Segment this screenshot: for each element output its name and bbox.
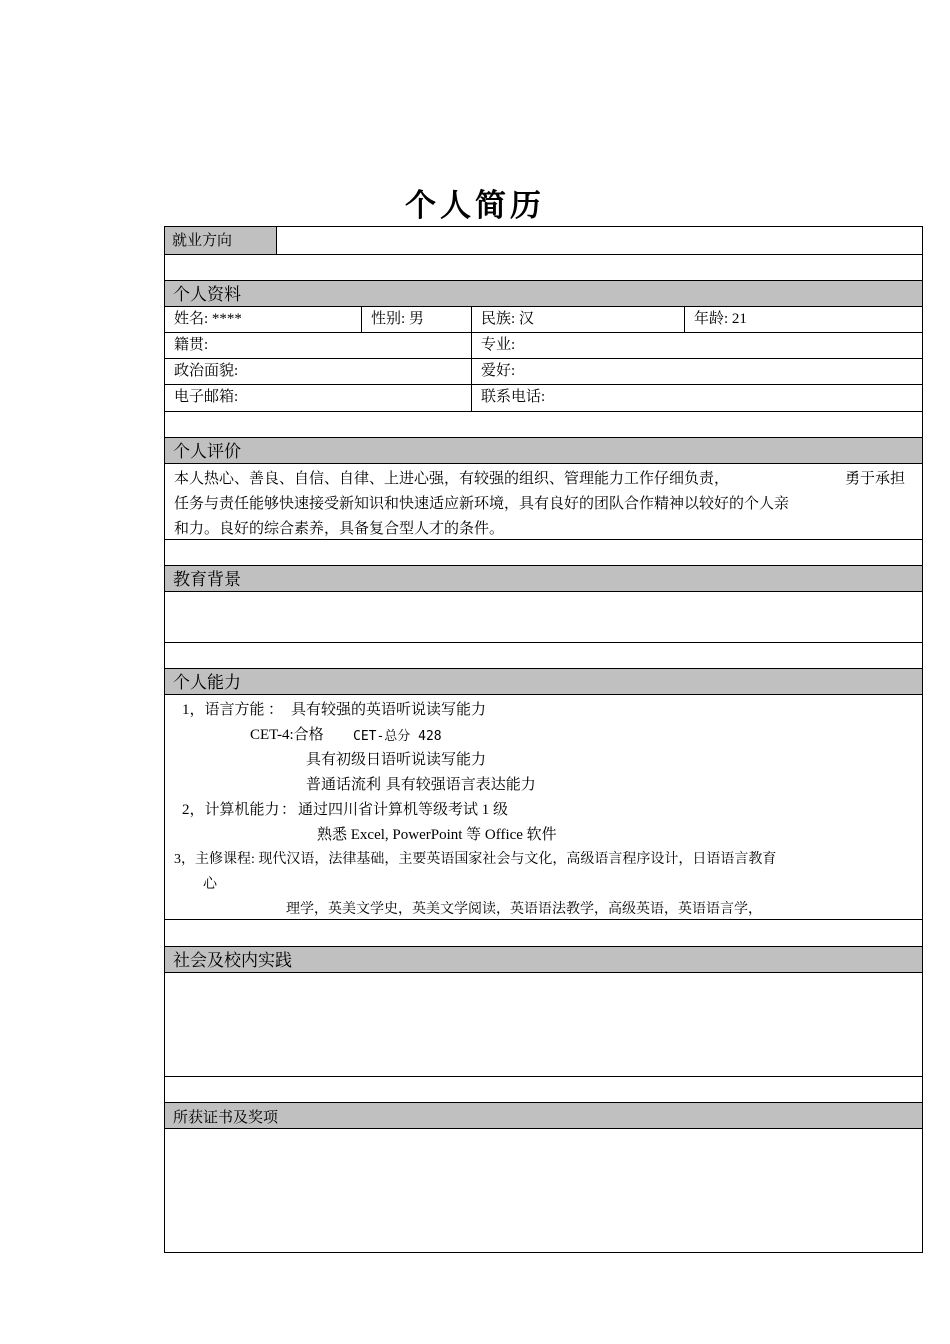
page-title: 个人简历 <box>405 188 545 224</box>
awards-body <box>165 1128 922 1252</box>
courses-line-2: 心 <box>203 877 217 892</box>
evaluation-heading: 个人评价 <box>165 437 922 464</box>
language-label: 1，语言方能 <box>182 702 265 718</box>
language-colon: ： <box>268 702 284 718</box>
personal-row-3 <box>165 358 922 384</box>
abilities-body <box>165 694 922 920</box>
phone-cell: 联系电话: <box>471 385 922 411</box>
mandarin-skill: 普通话流利 具有较强语言表达能力 <box>306 775 536 793</box>
computer-text: 通过四川省计算机等级考试 1 级 <box>298 802 509 818</box>
job-direction-value <box>276 227 922 254</box>
spacer-row <box>165 1076 922 1103</box>
courses-line-3: 理学，英美文学史，英美文学阅读，英语语法教学，高级英语，英语语言学， <box>286 902 762 917</box>
evaluation-line-1-end: 勇于承担 <box>845 471 906 487</box>
computer-label: 2，计算机能力 <box>182 802 280 818</box>
evaluation-line-2: 任务与责任能够快速接受新知识和快速适应新环境，具有良好的团队合作精神以较好的个人亲 <box>174 496 790 512</box>
personal-row-2 <box>165 332 922 358</box>
job-direction-label: 就业方向 <box>165 227 276 254</box>
gender-cell: 性别: 男 <box>361 307 471 332</box>
language-text: 具有较强的英语听说读写能力 <box>291 702 487 718</box>
ethnicity-cell: 民族: 汉 <box>471 307 684 332</box>
spacer-row <box>165 919 922 946</box>
resume-table <box>164 226 923 1253</box>
evaluation-line-3: 和力。良好的综合素养，具备复合型人才的条件。 <box>174 521 505 537</box>
age-cell: 年龄: 21 <box>684 307 922 332</box>
hobby-cell: 爱好: <box>471 359 922 384</box>
spacer-row <box>165 642 922 668</box>
computer-colon: ： <box>281 802 297 818</box>
cet-result: CET-4:合格 <box>250 727 324 743</box>
job-direction-row <box>165 227 922 254</box>
practice-body <box>165 972 922 1077</box>
education-heading: 教育背景 <box>165 565 922 592</box>
name-cell: 姓名: **** <box>174 311 242 327</box>
awards-heading: 所获证书及奖项 <box>165 1102 922 1129</box>
personal-row-4 <box>165 384 922 411</box>
evaluation-body <box>165 463 922 540</box>
practice-heading: 社会及校内实践 <box>165 946 922 973</box>
cet-score: CET-总分 428 <box>353 729 442 744</box>
abilities-heading: 个人能力 <box>165 668 922 695</box>
major-cell: 专业: <box>471 333 922 358</box>
spacer-row <box>165 411 922 437</box>
office-skill: 熟悉 Excel, PowerPoint 等 Office 软件 <box>317 827 557 843</box>
evaluation-line-1: 本人热心、善良、自信、自律、上进心强，有较强的组织、管理能力工作仔细负责， <box>174 471 730 487</box>
courses-line-1: 3，主修课程: 现代汉语，法律基础，主要英语国家社会与文化，高级语言程序设计，日语语言教育 <box>174 852 777 867</box>
personal-info-heading: 个人资料 <box>165 280 922 307</box>
spacer-row <box>165 539 922 565</box>
personal-row-1 <box>165 306 922 332</box>
origin-cell: 籍贯: <box>174 337 209 353</box>
email-cell: 电子邮箱: <box>174 389 239 405</box>
japanese-skill: 具有初级日语听说读写能力 <box>306 750 487 768</box>
politics-cell: 政治面貌: <box>174 363 239 379</box>
spacer-row <box>165 254 922 281</box>
education-body <box>165 591 922 642</box>
